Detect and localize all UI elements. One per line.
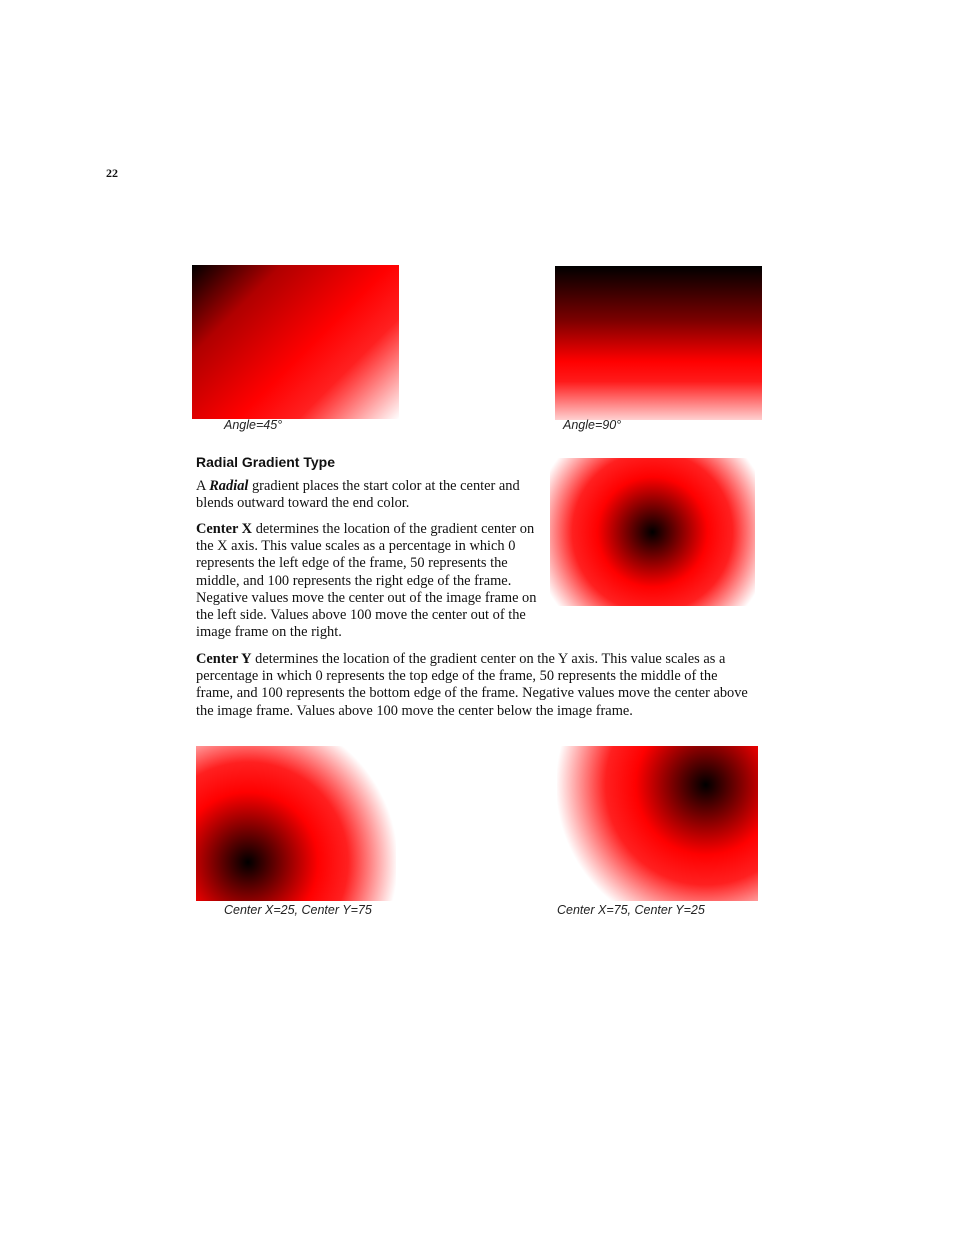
caption-center-x25-y75: Center X=25, Center Y=75 bbox=[224, 903, 372, 917]
center-y-term: Center Y bbox=[196, 651, 252, 667]
radial-gradient-centered-image bbox=[550, 458, 755, 606]
caption-angle-90: Angle=90° bbox=[563, 418, 622, 432]
linear-gradient-90-image bbox=[555, 266, 762, 420]
radial-gradient-x25-y75-image bbox=[196, 746, 396, 901]
radial-intro-paragraph bbox=[196, 478, 526, 512]
center-x-paragraph bbox=[196, 521, 546, 641]
center-x-text: determines the location of the gradient center on the X axis. This value scales as a percentage in which 0 represents the left edge of the frame, 50 represents the middle, and 100 represents the right edge of the frame. Negative values move the center out of the image frame on the left side. Values above 100 move the center out of the image frame on the right. bbox=[196, 521, 537, 641]
section-heading: Radial Gradient Type bbox=[196, 454, 335, 470]
page-number: 22 bbox=[106, 166, 118, 180]
center-y-text: determines the location of the gradient center on the Y axis. This value scales as a percentage in which 0 represents the top edge of the frame, 50 represents the middle of the frame, and 100 represents the bottom edge of the frame. Negative values move the center above the image frame. Values above 100 move the center below the image frame. bbox=[196, 651, 748, 719]
intro-post-text: gradient places the start color at the center and blends outward toward the end color. bbox=[196, 478, 520, 512]
center-x-term: Center X bbox=[196, 521, 253, 537]
linear-gradient-45-image bbox=[192, 265, 399, 419]
center-y-paragraph bbox=[196, 651, 758, 720]
intro-pre-text: A bbox=[196, 478, 210, 494]
caption-center-x75-y25: Center X=75, Center Y=25 bbox=[557, 903, 705, 917]
radial-term: Radial bbox=[209, 478, 249, 494]
caption-angle-45: Angle=45° bbox=[224, 418, 283, 432]
radial-gradient-x75-y25-image bbox=[557, 746, 758, 901]
